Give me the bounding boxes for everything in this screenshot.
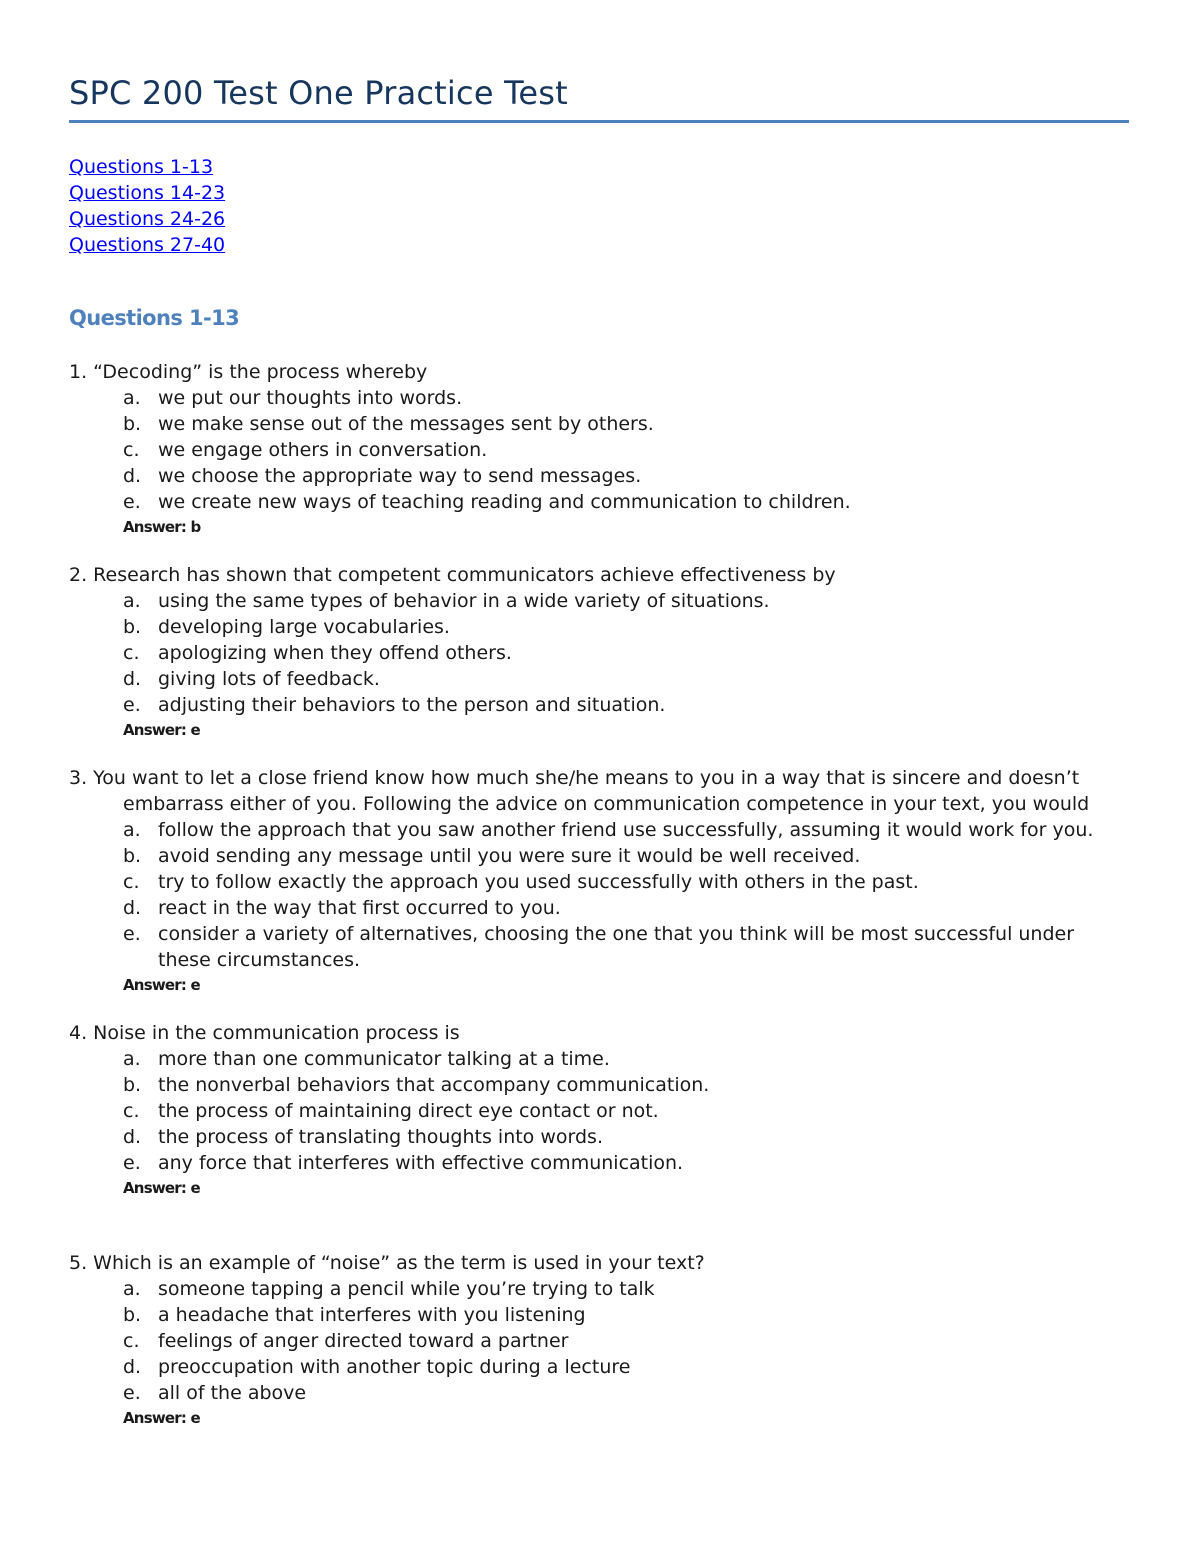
toc-link-questions-14-23[interactable]: Questions 14-23 (69, 182, 226, 204)
toc-link-questions-24-26[interactable]: Questions 24-26 (69, 208, 226, 230)
option-letter: c. (123, 871, 140, 893)
answer-option (69, 385, 851, 411)
option-text: react in the way that first occurred to you. (158, 897, 561, 919)
option-text: someone tapping a pencil while you’re trying to talk (158, 1278, 655, 1300)
option-text: we engage others in conversation. (158, 439, 488, 461)
question-4 (69, 1020, 709, 1198)
answer-option (69, 1124, 709, 1150)
answer-option (69, 588, 836, 614)
option-text: consider a variety of alternatives, choosing the one that you think will be most successful under these circumstances. (158, 923, 1075, 971)
option-letter: a. (123, 387, 141, 409)
option-text: the process of maintaining direct eye contact or not. (158, 1100, 659, 1122)
option-letter: c. (123, 1100, 140, 1122)
option-text: we put our thoughts into words. (158, 387, 463, 409)
question-3 (69, 765, 1128, 995)
answer-option (69, 1150, 709, 1176)
answer-option (69, 437, 851, 463)
answer-option (69, 921, 1128, 973)
answer-key: Answer: e (123, 976, 200, 994)
option-text: a headache that interferes with you listening (158, 1304, 586, 1326)
option-letter: c. (123, 1330, 140, 1352)
answer-option (69, 1098, 709, 1124)
answer-option (69, 463, 851, 489)
option-text: adjusting their behaviors to the person and situation. (158, 694, 666, 716)
option-letter: d. (123, 465, 142, 487)
option-text: we create new ways of teaching reading and communication to children. (158, 491, 851, 513)
option-text: more than one communicator talking at a time. (158, 1048, 610, 1070)
option-letter: e. (123, 923, 141, 945)
question-stem: 4. Noise in the communication process is (69, 1022, 460, 1044)
option-text: the nonverbal behaviors that accompany communication. (158, 1074, 710, 1096)
option-letter: d. (123, 668, 142, 690)
option-letter: d. (123, 897, 142, 919)
table-of-contents (69, 154, 225, 258)
answer-option (69, 1072, 709, 1098)
option-letter: e. (123, 491, 141, 513)
option-text: follow the approach that you saw another friend use successfully, assuming it would work for you. (158, 819, 1094, 841)
answer-option (69, 895, 1128, 921)
answer-option (69, 869, 1128, 895)
option-text: developing large vocabularies. (158, 616, 450, 638)
answer-option (69, 1328, 705, 1354)
question-stem: 2. Research has shown that competent communicators achieve effectiveness by (69, 564, 836, 586)
answer-option (69, 614, 836, 640)
toc-link-questions-27-40[interactable]: Questions 27-40 (69, 234, 226, 256)
answer-option (69, 817, 1128, 843)
option-text: using the same types of behavior in a wide variety of situations. (158, 590, 770, 612)
option-letter: b. (123, 1074, 142, 1096)
document-title: SPC 200 Test One Practice Test (69, 74, 568, 112)
option-letter: a. (123, 1048, 141, 1070)
answer-key: Answer: b (123, 518, 201, 536)
option-letter: a. (123, 590, 141, 612)
answer-option (69, 640, 836, 666)
option-letter: c. (123, 642, 140, 664)
question-stem: 5. Which is an example of “noise” as the term is used in your text? (69, 1252, 705, 1274)
option-text: try to follow exactly the approach you used successfully with others in the past. (158, 871, 919, 893)
question-2 (69, 562, 836, 740)
answer-option (69, 1380, 705, 1406)
answer-option (69, 666, 836, 692)
option-letter: a. (123, 1278, 141, 1300)
option-text: we make sense out of the messages sent by others. (158, 413, 654, 435)
option-letter: e. (123, 1152, 141, 1174)
option-letter: c. (123, 439, 140, 461)
option-text: avoid sending any message until you were sure it would be well received. (158, 845, 861, 867)
answer-key: Answer: e (123, 1409, 200, 1427)
option-text: giving lots of feedback. (158, 668, 380, 690)
toc-link-questions-1-13[interactable]: Questions 1-13 (69, 156, 214, 178)
answer-option (69, 1046, 709, 1072)
option-text: any force that interferes with effective communication. (158, 1152, 684, 1174)
option-text: the process of translating thoughts into words. (158, 1126, 603, 1148)
question-5 (69, 1250, 705, 1428)
answer-option (69, 1276, 705, 1302)
answer-key: Answer: e (123, 721, 200, 739)
answer-option (69, 1302, 705, 1328)
answer-key: Answer: e (123, 1179, 200, 1197)
option-text: we choose the appropriate way to send messages. (158, 465, 642, 487)
option-letter: b. (123, 1304, 142, 1326)
option-letter: b. (123, 845, 142, 867)
answer-option (69, 411, 851, 437)
option-text: all of the above (158, 1382, 307, 1404)
answer-option (69, 692, 836, 718)
option-letter: e. (123, 1382, 141, 1404)
option-letter: d. (123, 1126, 142, 1148)
section-heading: Questions 1-13 (69, 306, 240, 330)
question-1 (69, 359, 851, 537)
option-text: preoccupation with another topic during a lecture (158, 1356, 631, 1378)
option-text: feelings of anger directed toward a partner (158, 1330, 569, 1352)
answer-option (69, 843, 1128, 869)
option-letter: b. (123, 616, 142, 638)
question-stem: 3. You want to let a close friend know how much she/he means to you in a way that is sincere and doesn’t (69, 767, 1080, 789)
question-stem: 1. “Decoding” is the process whereby (69, 361, 428, 383)
answer-option (69, 489, 851, 515)
option-letter: e. (123, 694, 141, 716)
option-text: apologizing when they offend others. (158, 642, 512, 664)
option-letter: b. (123, 413, 142, 435)
option-letter: a. (123, 819, 141, 841)
title-underline (69, 120, 1129, 123)
option-letter: d. (123, 1356, 142, 1378)
answer-option (69, 1354, 705, 1380)
question-stem-continued: embarrass either of you. Following the advice on communication competence in your text, you would (123, 793, 1090, 815)
